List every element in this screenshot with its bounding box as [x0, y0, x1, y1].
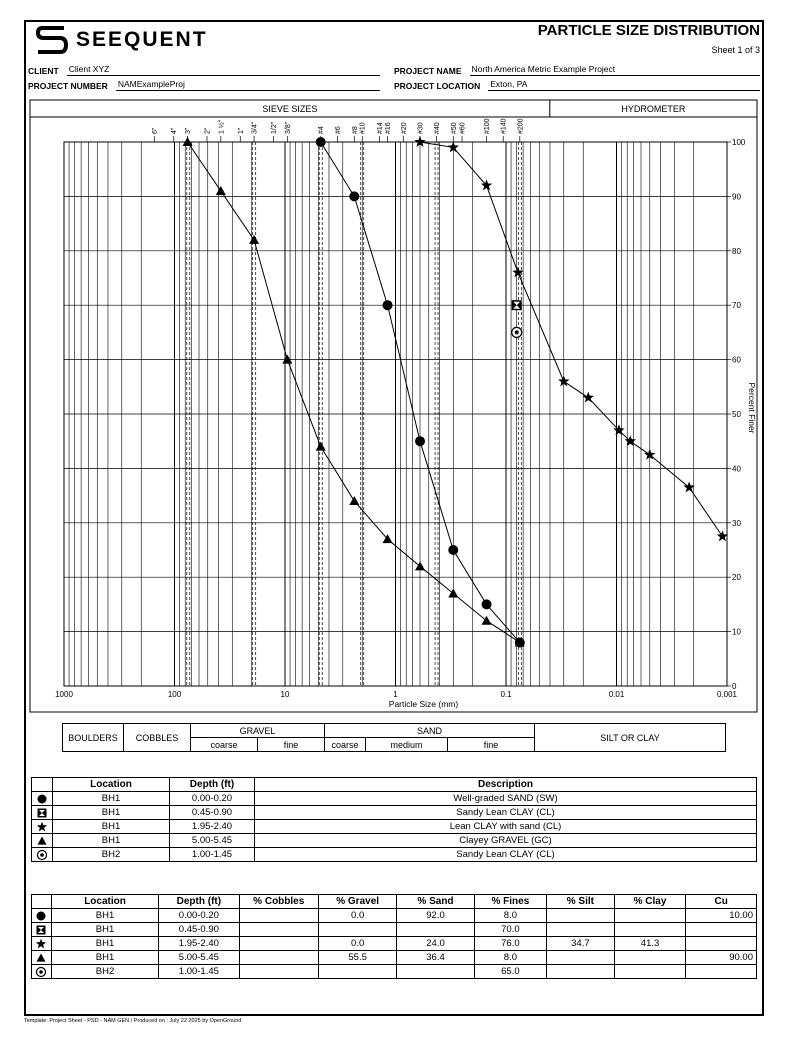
- project-name-label: PROJECT NAME: [394, 66, 462, 76]
- x-tick-label: 1: [393, 690, 398, 699]
- table-cell: 0.00-0.20: [170, 792, 255, 806]
- sieve-label: #6: [334, 126, 342, 134]
- table-cell: Clayey GRAVEL (GC): [255, 834, 757, 848]
- y-tick-label: 80: [732, 246, 741, 256]
- table-cell: Well-graded SAND (SW): [255, 792, 757, 806]
- sieve-label: 1/2": [271, 121, 279, 134]
- sand-coarse-cell: coarse: [325, 738, 366, 752]
- y-tick-label: 50: [732, 410, 741, 419]
- marker-cell: [32, 820, 53, 834]
- table-cell: 36.4: [397, 951, 474, 965]
- sieve-label: 3": [185, 127, 193, 134]
- table-cell: 0.0: [318, 909, 396, 923]
- star-marker-shape: [37, 821, 47, 831]
- column-header: % Cobbles: [239, 895, 318, 909]
- marker-cell: [32, 965, 52, 979]
- table-cell: [397, 923, 474, 937]
- data-point-star: [717, 530, 728, 541]
- data-point-bullseye-center: [515, 330, 519, 334]
- marker-cell: [32, 848, 53, 862]
- sieve-label: #50: [450, 122, 458, 134]
- column-header: % Silt: [547, 895, 615, 909]
- circle-marker-icon: [35, 910, 47, 922]
- data-point-circle: [316, 137, 326, 147]
- data-point-triangle: [448, 589, 458, 598]
- series-bullseye: [512, 327, 522, 337]
- series-triangle: [183, 137, 525, 646]
- sieve-label: #30: [417, 122, 425, 134]
- company-name: SEEQUENT: [76, 28, 208, 51]
- sieve-label: #140: [500, 118, 508, 134]
- column-header: Location: [51, 895, 158, 909]
- table-row: [32, 792, 757, 806]
- triangle-marker-shape: [37, 953, 46, 961]
- column-header: Cu: [686, 895, 757, 909]
- sieve-label: 4": [171, 127, 179, 134]
- project-number-value: NAMExampleProj: [116, 78, 380, 91]
- sieve-label: #14: [376, 122, 384, 134]
- description-table: [31, 777, 757, 862]
- series-box: [512, 300, 522, 310]
- table-cell: 0.45-0.90: [170, 806, 255, 820]
- sand-medium-cell: medium: [366, 738, 448, 752]
- table-cell: BH1: [53, 820, 170, 834]
- data-point-triangle: [316, 442, 326, 451]
- column-header: % Clay: [614, 895, 686, 909]
- table-cell: 1.00-1.45: [159, 965, 239, 979]
- star-marker-shape: [36, 938, 46, 948]
- table-cell: Lean CLAY with sand (CL): [255, 820, 757, 834]
- y-tick-label: 20: [732, 573, 741, 583]
- data-point-circle: [448, 545, 458, 555]
- table-cell: [318, 923, 396, 937]
- table-cell: [614, 965, 686, 979]
- marker-column-header: [32, 895, 52, 909]
- table-cell: BH1: [53, 792, 170, 806]
- sieve-label: 3/4": [251, 121, 259, 134]
- gravel-coarse-cell: coarse: [191, 738, 258, 752]
- y-tick-label: 90: [732, 192, 741, 202]
- table-cell: [547, 923, 615, 937]
- table-cell: Sandy Lean CLAY (CL): [255, 806, 757, 820]
- table-row: [32, 806, 757, 820]
- table-cell: [239, 923, 318, 937]
- marker-cell: [32, 951, 52, 965]
- table-cell: [686, 937, 757, 951]
- series-line-triangle: [188, 142, 520, 642]
- sieve-label: #200: [517, 118, 525, 134]
- project-location-value: Exton, PA: [488, 78, 760, 91]
- column-header: Depth (ft): [159, 895, 239, 909]
- table-cell: [547, 909, 615, 923]
- column-header: % Gravel: [318, 895, 396, 909]
- table-cell: 76.0: [474, 937, 546, 951]
- y-tick-label: 10: [732, 627, 741, 637]
- box-marker-icon: [35, 924, 47, 936]
- column-header: Depth (ft): [170, 778, 255, 792]
- cobbles-cell: COBBLES: [124, 724, 191, 752]
- marker-cell: [32, 937, 52, 951]
- sheet-number: Sheet 1 of 3: [711, 45, 760, 55]
- sieve-label: 1": [237, 127, 245, 134]
- bullseye-marker-shape-center: [40, 970, 44, 974]
- table-cell: 8.0: [474, 909, 546, 923]
- boulders-cell: BOULDERS: [63, 724, 124, 752]
- table-cell: [239, 951, 318, 965]
- table-row: [32, 834, 757, 848]
- table-cell: BH1: [53, 834, 170, 848]
- client-label: CLIENT: [28, 66, 59, 76]
- x-tick-label: 0.001: [716, 690, 738, 699]
- y-tick-label: 100: [732, 138, 746, 147]
- project-name-value: North America Metric Example Project: [470, 63, 760, 76]
- footer-note: Template: Project Sheet - PSD - NAM GEN / Produced on : July 22 2025 by OpenGround: [24, 1018, 242, 1024]
- x-tick-label: 0.1: [500, 690, 512, 699]
- table-row: [32, 848, 757, 862]
- table-cell: 92.0: [397, 909, 474, 923]
- table-cell: 5.00-5.45: [170, 834, 255, 848]
- sand-cell: SAND: [325, 724, 535, 738]
- table-header-row: [32, 895, 757, 909]
- table-cell: 24.0: [397, 937, 474, 951]
- silt-clay-cell: SILT OR CLAY: [535, 724, 726, 752]
- table-row: [32, 923, 757, 937]
- hydrometer-header: HYDROMETER: [621, 104, 686, 114]
- marker-cell: [32, 806, 53, 820]
- marker-cell: [32, 834, 53, 848]
- y-tick-label: 60: [732, 355, 741, 365]
- x-axis-label: Particle Size (mm): [388, 699, 459, 709]
- y-tick-label: 0: [732, 682, 737, 691]
- circle-marker-shape: [38, 794, 47, 803]
- bullseye-marker-shape-center: [40, 853, 44, 857]
- y-tick-label: 70: [732, 301, 741, 311]
- series-star: [414, 136, 728, 541]
- table-cell: 0.00-0.20: [159, 909, 239, 923]
- table-cell: BH1: [51, 909, 158, 923]
- table-cell: 41.3: [614, 937, 686, 951]
- table-cell: 1.00-1.45: [170, 848, 255, 862]
- x-tick-label: 10: [280, 690, 290, 699]
- table-cell: 90.00: [686, 951, 757, 965]
- column-header: Location: [53, 778, 170, 792]
- sieve-label: #10: [359, 122, 367, 134]
- data-point-triangle: [349, 496, 359, 505]
- table-cell: BH1: [53, 806, 170, 820]
- table-cell: [614, 923, 686, 937]
- star-marker-icon: [35, 938, 47, 950]
- sieve-label: #8: [351, 126, 359, 134]
- star-marker-icon: [36, 821, 48, 833]
- sieve-label: #40: [434, 122, 442, 134]
- data-point-triangle: [282, 355, 292, 364]
- column-header: % Fines: [474, 895, 546, 909]
- table-cell: [239, 909, 318, 923]
- data-point-triangle: [482, 616, 492, 625]
- table-cell: BH1: [51, 923, 158, 937]
- column-header: % Sand: [397, 895, 474, 909]
- triangle-marker-shape: [38, 836, 47, 844]
- marker-cell: [32, 792, 53, 806]
- data-point-triangle: [216, 186, 226, 195]
- table-cell: 10.00: [686, 909, 757, 923]
- x-tick-label: 0.01: [608, 690, 625, 699]
- table-cell: [318, 965, 396, 979]
- table-header-row: [32, 778, 757, 792]
- table-cell: [239, 965, 318, 979]
- table-cell: BH2: [51, 965, 158, 979]
- data-point-circle: [415, 436, 425, 446]
- table-cell: [397, 965, 474, 979]
- table-cell: [686, 965, 757, 979]
- soil-classification-table: [62, 723, 726, 752]
- data-point-triangle: [249, 235, 259, 244]
- gravel-fine-cell: fine: [258, 738, 325, 752]
- report-title: PARTICLE SIZE DISTRIBUTION: [537, 22, 760, 39]
- client-value: Client XYZ: [67, 63, 380, 76]
- table-cell: [614, 909, 686, 923]
- y-axis-label: Percent Finer: [747, 382, 757, 434]
- marker-cell: [32, 909, 52, 923]
- table-row: [32, 909, 757, 923]
- sieve-label: 2": [204, 127, 212, 134]
- table-cell: 55.5: [318, 951, 396, 965]
- x-tick-label: 1000: [55, 690, 73, 699]
- table-cell: [614, 951, 686, 965]
- marker-column-header: [32, 778, 53, 792]
- data-point-star: [583, 392, 594, 403]
- y-tick-label: 40: [732, 464, 741, 474]
- circle-marker-icon: [36, 793, 48, 805]
- table-cell: 65.0: [474, 965, 546, 979]
- table-cell: 1.95-2.40: [159, 937, 239, 951]
- series-line-star: [420, 142, 722, 536]
- sand-fine-cell: fine: [448, 738, 535, 752]
- sieve-label: 1 ½": [218, 119, 226, 134]
- table-cell: 1.95-2.40: [170, 820, 255, 834]
- sieve-label: 6": [151, 127, 159, 134]
- table-row: [32, 951, 757, 965]
- data-point-triangle: [415, 561, 425, 570]
- table-cell: Sandy Lean CLAY (CL): [255, 848, 757, 862]
- data-point-circle: [349, 191, 359, 201]
- chart-frame: [30, 100, 757, 712]
- box-marker-icon: [36, 807, 48, 819]
- bullseye-marker-icon: [35, 966, 47, 978]
- triangle-marker-icon: [35, 952, 47, 964]
- table-cell: 70.0: [474, 923, 546, 937]
- data-point-star: [512, 267, 523, 278]
- project-location-label: PROJECT LOCATION: [394, 81, 481, 91]
- table-cell: 0.0: [318, 937, 396, 951]
- gravel-cell: GRAVEL: [191, 724, 325, 738]
- sieve-label: 3/8": [284, 121, 292, 134]
- column-header: Description: [255, 778, 757, 792]
- triangle-marker-icon: [36, 835, 48, 847]
- sieve-label: #100: [484, 118, 492, 134]
- table-cell: [547, 951, 615, 965]
- y-tick-label: 30: [732, 518, 741, 528]
- x-tick-label: 100: [167, 690, 182, 699]
- table-cell: [686, 923, 757, 937]
- table-cell: 8.0: [474, 951, 546, 965]
- sieve-label: #20: [400, 122, 408, 134]
- table-cell: 5.00-5.45: [159, 951, 239, 965]
- table-cell: BH2: [53, 848, 170, 862]
- table-cell: 34.7: [547, 937, 615, 951]
- sieve-label: #4: [318, 126, 326, 134]
- table-cell: [239, 937, 318, 951]
- data-point-circle: [482, 599, 492, 609]
- table-cell: BH1: [51, 951, 158, 965]
- sieve-label: #60: [459, 122, 467, 134]
- sieve-sizes-header: SIEVE SIZES: [262, 104, 318, 114]
- table-row: [32, 937, 757, 951]
- gradation-summary-table: [31, 894, 757, 979]
- circle-marker-shape: [37, 911, 46, 920]
- data-point-star: [683, 481, 694, 492]
- table-row: [32, 820, 757, 834]
- bullseye-marker-icon: [36, 849, 48, 861]
- project-number-label: PROJECT NUMBER: [28, 81, 108, 91]
- marker-cell: [32, 923, 52, 937]
- table-cell: [547, 965, 615, 979]
- sieve-label: #16: [385, 122, 393, 134]
- table-row: [32, 965, 757, 979]
- data-point-circle: [383, 300, 393, 310]
- chart-grid: [64, 142, 731, 686]
- table-cell: 0.45-0.90: [159, 923, 239, 937]
- table-cell: BH1: [51, 937, 158, 951]
